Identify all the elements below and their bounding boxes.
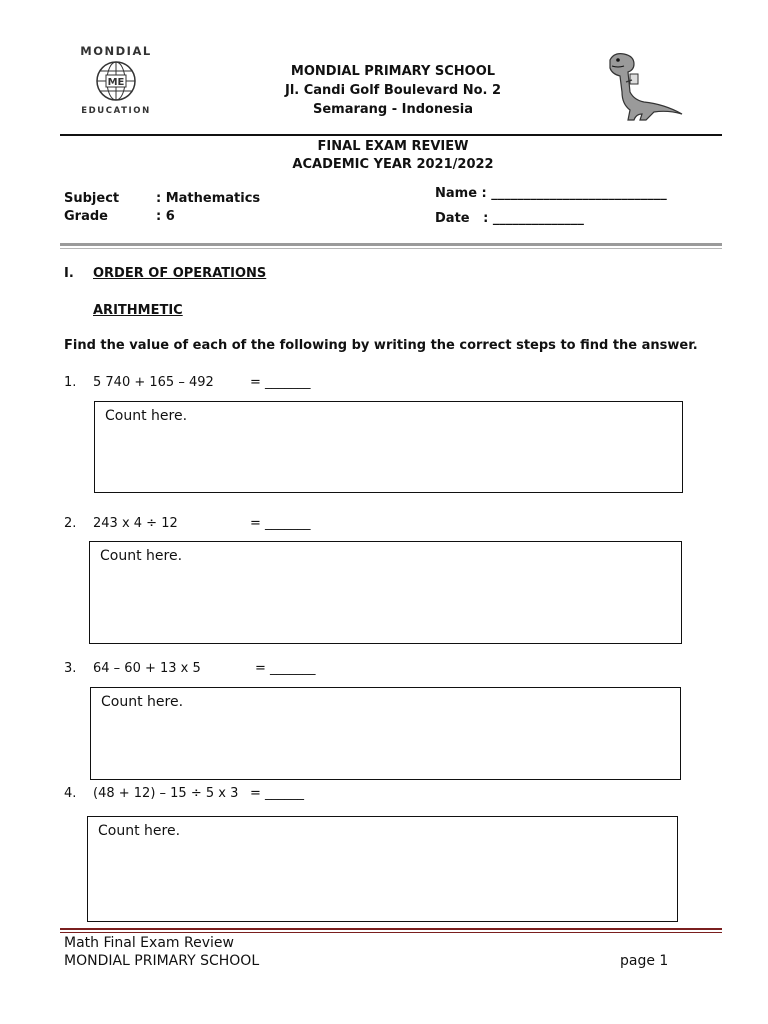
logo-top-text: MONDIAL (80, 44, 152, 58)
question-expression: 5 740 + 165 – 492 (93, 375, 214, 390)
exam-title: FINAL EXAM REVIEW (317, 139, 469, 154)
answer-blank[interactable]: = ______ (250, 786, 305, 801)
globe-icon (94, 58, 138, 104)
question-number: 1. (64, 375, 77, 390)
question-number: 2. (64, 516, 77, 531)
grade-value: : 6 (156, 209, 175, 224)
answer-blank[interactable]: = _______ (250, 516, 311, 531)
school-header (200, 62, 586, 119)
section-title: ORDER OF OPERATIONS (93, 266, 267, 281)
footer-divider-thin (60, 932, 722, 933)
work-box[interactable] (87, 816, 678, 922)
footer-document-title: Math Final Exam Review (64, 935, 234, 951)
info-divider-thin (60, 248, 722, 249)
school-name: MONDIAL PRIMARY SCHOOL (290, 64, 496, 79)
subject-label: Subject (64, 191, 120, 206)
info-divider (60, 243, 722, 246)
grade-label: Grade (64, 209, 108, 224)
name-field[interactable]: Name : ___________________________ (435, 186, 667, 201)
school-logo (70, 44, 162, 122)
work-box-label: Count here. (98, 823, 181, 839)
question-expression: (48 + 12) – 15 ÷ 5 x 3 (93, 786, 239, 801)
academic-year: ACADEMIC YEAR 2021/2022 (292, 157, 494, 172)
logo-globe-text: ME (107, 77, 125, 88)
footer-school-name: MONDIAL PRIMARY SCHOOL (64, 953, 260, 969)
school-city: Semarang - Indonesia (312, 102, 474, 117)
school-address: Jl. Candi Golf Boulevard No. 2 (284, 83, 502, 98)
work-box[interactable] (89, 541, 682, 644)
logo-bottom-text: EDUCATION (81, 106, 151, 116)
section-subtitle: ARITHMETIC (93, 303, 183, 318)
work-box-label: Count here. (100, 548, 183, 564)
exam-title-block (200, 138, 586, 174)
section-number: I. (64, 266, 74, 281)
work-box-label: Count here. (105, 408, 188, 424)
subject-value: : Mathematics (156, 191, 261, 206)
answer-blank[interactable]: = _______ (255, 661, 316, 676)
question-number: 3. (64, 661, 77, 676)
dinosaur-illustration (604, 48, 686, 124)
instruction-text: Find the value of each of the following by writing the correct steps to find the answer. (64, 338, 698, 353)
question-expression: 243 x 4 ÷ 12 (93, 516, 178, 531)
answer-blank[interactable]: = _______ (250, 375, 311, 390)
footer-divider (60, 928, 722, 930)
work-box-label: Count here. (101, 694, 184, 710)
date-field[interactable]: Date : ______________ (435, 211, 584, 226)
work-box[interactable] (94, 401, 683, 493)
work-box[interactable] (90, 687, 681, 780)
page-number: page 1 (620, 953, 669, 969)
header-divider (60, 134, 722, 136)
question-number: 4. (64, 786, 77, 801)
question-expression: 64 – 60 + 13 x 5 (93, 661, 201, 676)
